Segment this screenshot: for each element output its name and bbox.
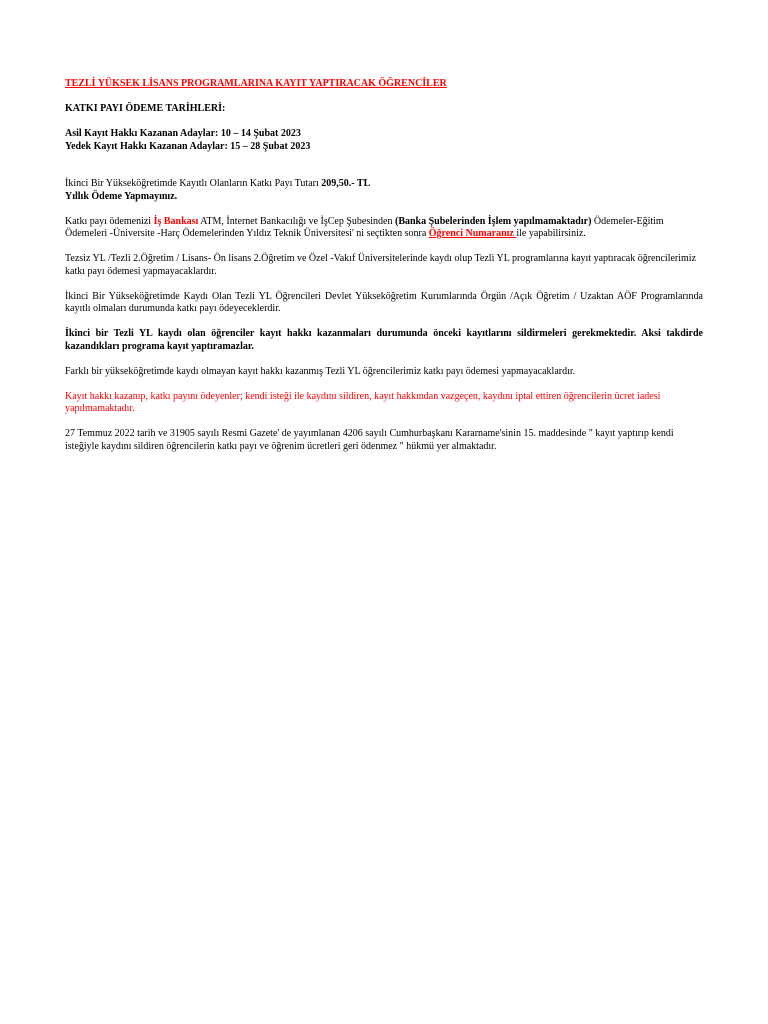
payment-dates-heading: KATKI PAYI ÖDEME TARİHLERİ:	[65, 103, 226, 114]
document-title: TEZLİ YÜKSEK LİSANS PROGRAMLARINA KAYIT YAPTIRACAK ÖĞRENCİLER	[65, 78, 447, 89]
student-number-highlight: Öğrenci Numaranız	[428, 228, 517, 239]
fee-paragraph	[65, 178, 703, 191]
fee-amount: 209,50.- TL	[321, 178, 371, 189]
fee-text: İkinci Bir Yükseköğretimde Kayıtlı Olanların Katkı Payı Tutarı	[65, 178, 322, 189]
no-payment-paragraph: Tezsiz YL /Tezli 2.Öğretim / Lisans- Ön lisans 2.Öğretim ve Özel -Vakıf Üniversitelerinde kaydı olup Tezli YL programlarına kayıt yaptıracak öğrencilerimiz katkı payı ödemesi yapmayacaklardır.	[65, 253, 697, 277]
no-other-registration-paragraph: Farklı bir yükseköğretimde kaydı olmayan kayıt hakkı kazanmış Tezli YL öğrencilerimiz katkı payı ödemesi yapmayacaklardır.	[65, 365, 576, 377]
gazette-paragraph: 27 Temmuz 2022 tarih ve 31905 sayılı Resmi Gazete' de yayımlanan 4206 sayılı Cumhurbaşkanı Kararname'sinin 15. maddesinde " kayıt yaptırıp kendi isteğiyle kaydını sildiren öğrencilerin katkı payı ve öğrenim ücretleri geri ödenmez " hükmü yer almaktadır.	[65, 428, 674, 452]
second-program-paragraph: İkinci Bir Yükseköğretimde Kaydı Olan Tezli YL Öğrencileri Devlet Yükseköğretim Kurumlarında Örgün /Açık Öğretim / Uzaktan AÖF Programlarında kayıtlı olmaları durumunda katkı payı ödeyeceklerdir.	[65, 290, 703, 314]
pay-text-3: Ödemeler-Eğitim Ödemeleri -Üniversite -Harç Ödemelerinden Yıldız Teknik Üniversitesi' ni seçtikten sonra	[65, 215, 664, 239]
branch-note: (Banka Şubelerinden İşlem yapılmamaktadır)	[394, 215, 592, 227]
bank-name: İş Bankası	[153, 215, 199, 227]
pay-text-1: Katkı payı ödemenizi	[65, 215, 154, 227]
pay-text-4: ile yapabilirsiniz.	[516, 228, 586, 239]
no-refund-notice: Kayıt hakkı kazanıp, katkı payını ödeyenler; kendi isteği ile kaydını sildiren, kayıt hakkından vazgeçen, kaydını iptal ettiren öğrencilerin ücret iadesi yapılmamaktadır.	[65, 390, 661, 414]
payment-instructions	[65, 216, 703, 241]
delete-registration-warning: İkinci bir Tezli YL kaydı olan öğrenciler kayıt hakkı kazanmaları durumunda önceki kayıtlarını sildirmeleri gerekmektedir. Aksi takdirde kazandıkları programa kayıt yaptıramazlar.	[65, 328, 703, 352]
pay-text-2: ATM, İnternet Bankacılığı ve İşCep Şubesinden	[198, 215, 395, 227]
asil-dates: Asil Kayıt Hakkı Kazanan Adaylar: 10 – 14 Şubat 2023	[65, 128, 301, 139]
yedek-dates: Yedek Kayıt Hakkı Kazanan Adaylar: 15 – 28 Şubat 2023	[65, 140, 311, 152]
document-body	[65, 78, 703, 453]
annual-payment-warning: Yıllık Ödeme Yapmayınız.	[65, 190, 178, 202]
